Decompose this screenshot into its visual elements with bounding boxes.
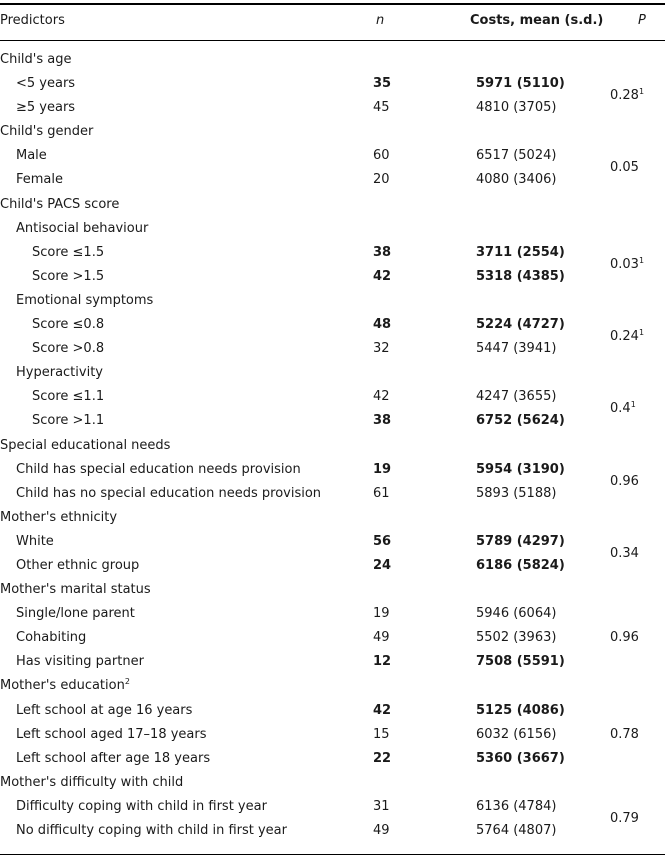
- row-label: Mother's education$^2$: [0, 677, 130, 694]
- row-cost: 5447 (3941): [476, 341, 557, 357]
- row-cost: 5946 (6064): [476, 606, 557, 622]
- row-label: Mother's marital status: [0, 582, 151, 598]
- group-row: [0, 361, 665, 385]
- row-n: 42: [373, 702, 392, 718]
- table-row: [0, 144, 665, 168]
- row-cost: 4810 (3705): [476, 100, 557, 116]
- table-row: [0, 160, 665, 192]
- row-label: Score ≤0.8: [32, 317, 105, 333]
- row-cost: 6136 (4784): [476, 798, 557, 814]
- group-row: [0, 578, 665, 602]
- predictors-table: [0, 48, 665, 843]
- row-label: Child's age: [0, 52, 72, 67]
- row-label: Difficulty coping with child in first year: [16, 798, 267, 814]
- row-n: 56: [373, 533, 392, 549]
- row-label: Single/lone parent: [16, 606, 135, 622]
- row-label: Special educational needs: [0, 437, 171, 453]
- row-cost: 7508 (5591): [476, 654, 565, 670]
- row-n: 42: [373, 389, 390, 405]
- row-cost: 5224 (4727): [476, 317, 565, 333]
- header-predictors: Predictors: [0, 13, 65, 28]
- row-label: Mother's difficulty with child: [0, 774, 184, 790]
- row-label: Score ≤1.1: [32, 389, 105, 405]
- row-n: 61: [373, 485, 390, 501]
- bottom-rule: [0, 854, 665, 855]
- row-cost: 5360 (3667): [476, 750, 565, 766]
- row-p-value: 0.24$^1$: [610, 328, 645, 345]
- row-cost: 6517 (5024): [476, 148, 557, 164]
- group-row: [0, 506, 665, 530]
- table-row: [0, 473, 665, 506]
- row-label: Score >1.1: [32, 413, 105, 429]
- table-row: [0, 650, 665, 674]
- row-p-value: $0.4^1$: [610, 400, 636, 417]
- table-row: [0, 699, 665, 723]
- table-row: [0, 795, 665, 819]
- row-n: 38: [373, 413, 392, 429]
- row-n: 49: [373, 630, 390, 646]
- row-n: 20: [373, 172, 390, 188]
- row-cost: 6186 (5824): [476, 557, 565, 573]
- row-p-value: 0.96: [610, 630, 639, 646]
- table-row: [0, 385, 665, 409]
- row-label: Score ≤1.5: [32, 244, 105, 260]
- row-label: Left school after age 18 years: [16, 750, 211, 766]
- header-p: P: [638, 13, 646, 28]
- row-p-value: 0.05: [610, 160, 639, 176]
- row-cost: 6752 (5624): [476, 413, 565, 429]
- row-n: 15: [373, 726, 390, 742]
- table-row: [0, 545, 665, 578]
- group-row: [0, 434, 665, 458]
- row-n: 32: [373, 341, 390, 357]
- row-label: Other ethnic group: [16, 557, 140, 573]
- row-label: Child's PACS score: [0, 196, 120, 212]
- row-label: Emotional symptoms: [16, 292, 154, 308]
- row-cost: 5764 (4807): [476, 823, 557, 838]
- row-p-value: 0.96: [610, 473, 639, 489]
- row-n: 48: [373, 317, 392, 333]
- table-row: [0, 747, 665, 771]
- row-label: Male: [16, 148, 47, 164]
- table-row: [0, 72, 665, 96]
- table-row: [0, 255, 665, 289]
- top-rule: [0, 3, 665, 5]
- row-n: 12: [373, 654, 392, 670]
- row-label: Score >0.8: [32, 341, 105, 357]
- table-row: [0, 602, 665, 626]
- row-p-value: 0.28$^1$: [610, 87, 645, 104]
- row-label: Has visiting partner: [16, 654, 144, 670]
- table-row: [0, 328, 665, 361]
- row-n: 49: [373, 823, 390, 838]
- row-label: Left school at age 16 years: [16, 702, 193, 718]
- group-row: [0, 771, 665, 795]
- row-p-value: 0.79: [610, 811, 639, 826]
- row-label: Child has no special education needs provision: [16, 485, 322, 501]
- row-cost: 5125 (4086): [476, 702, 565, 718]
- row-p-value: 0.03$^1$: [610, 255, 645, 272]
- header-rule: [0, 40, 665, 41]
- row-label: Antisocial behaviour: [16, 220, 149, 236]
- table-row: [0, 400, 665, 433]
- row-cost: 5954 (3190): [476, 461, 565, 477]
- group-row: [0, 674, 665, 698]
- row-label: <5 years: [16, 76, 76, 92]
- table-row: [0, 241, 665, 265]
- table-row: [0, 530, 665, 554]
- row-label: Hyperactivity: [16, 365, 103, 381]
- row-label: Left school aged 17–18 years: [16, 726, 207, 742]
- header-costs: Costs, mean (s.d.): [470, 13, 604, 28]
- row-n: 22: [373, 750, 392, 766]
- row-n: 19: [373, 461, 392, 477]
- row-label: Cohabiting: [16, 630, 87, 646]
- row-p-value: 0.34: [610, 545, 639, 561]
- row-n: 42: [373, 268, 392, 284]
- group-row: [0, 48, 665, 72]
- table-row: [0, 723, 665, 747]
- row-label: ≥5 years: [16, 100, 76, 116]
- row-cost: 4080 (3406): [476, 172, 557, 188]
- row-label: No difficulty coping with child in first year: [16, 823, 287, 838]
- row-label: Child's gender: [0, 124, 94, 140]
- row-n: 19: [373, 606, 390, 622]
- table-row: [0, 626, 665, 650]
- row-label: Female: [16, 172, 64, 188]
- group-row: [0, 193, 665, 217]
- row-cost: 3711 (2554): [476, 244, 565, 260]
- table-row: [0, 811, 665, 843]
- row-n: 35: [373, 76, 392, 92]
- row-cost: 5789 (4297): [476, 533, 565, 549]
- row-cost: 6032 (6156): [476, 726, 557, 742]
- row-n: 45: [373, 100, 390, 116]
- row-label: Mother's ethnicity: [0, 509, 118, 525]
- table-row: [0, 313, 665, 337]
- row-label: Score >1.5: [32, 268, 105, 284]
- row-n: 60: [373, 148, 390, 164]
- table-row: [0, 458, 665, 482]
- row-n: 38: [373, 244, 392, 260]
- row-cost: 5893 (5188): [476, 485, 557, 501]
- group-row: [0, 120, 665, 144]
- row-label: Child has special education needs provision: [16, 461, 301, 477]
- group-row: [0, 217, 665, 241]
- header-n: n: [376, 13, 385, 28]
- row-n: 24: [373, 557, 392, 573]
- row-cost: 5502 (3963): [476, 630, 557, 646]
- row-p-value: 0.78: [610, 726, 639, 742]
- table-row: [0, 87, 665, 120]
- row-n: 31: [373, 798, 390, 814]
- row-label: White: [16, 533, 54, 549]
- row-cost: 5318 (4385): [476, 268, 565, 284]
- row-cost: 4247 (3655): [476, 389, 557, 405]
- row-cost: 5971 (5110): [476, 76, 565, 92]
- group-row: [0, 289, 665, 313]
